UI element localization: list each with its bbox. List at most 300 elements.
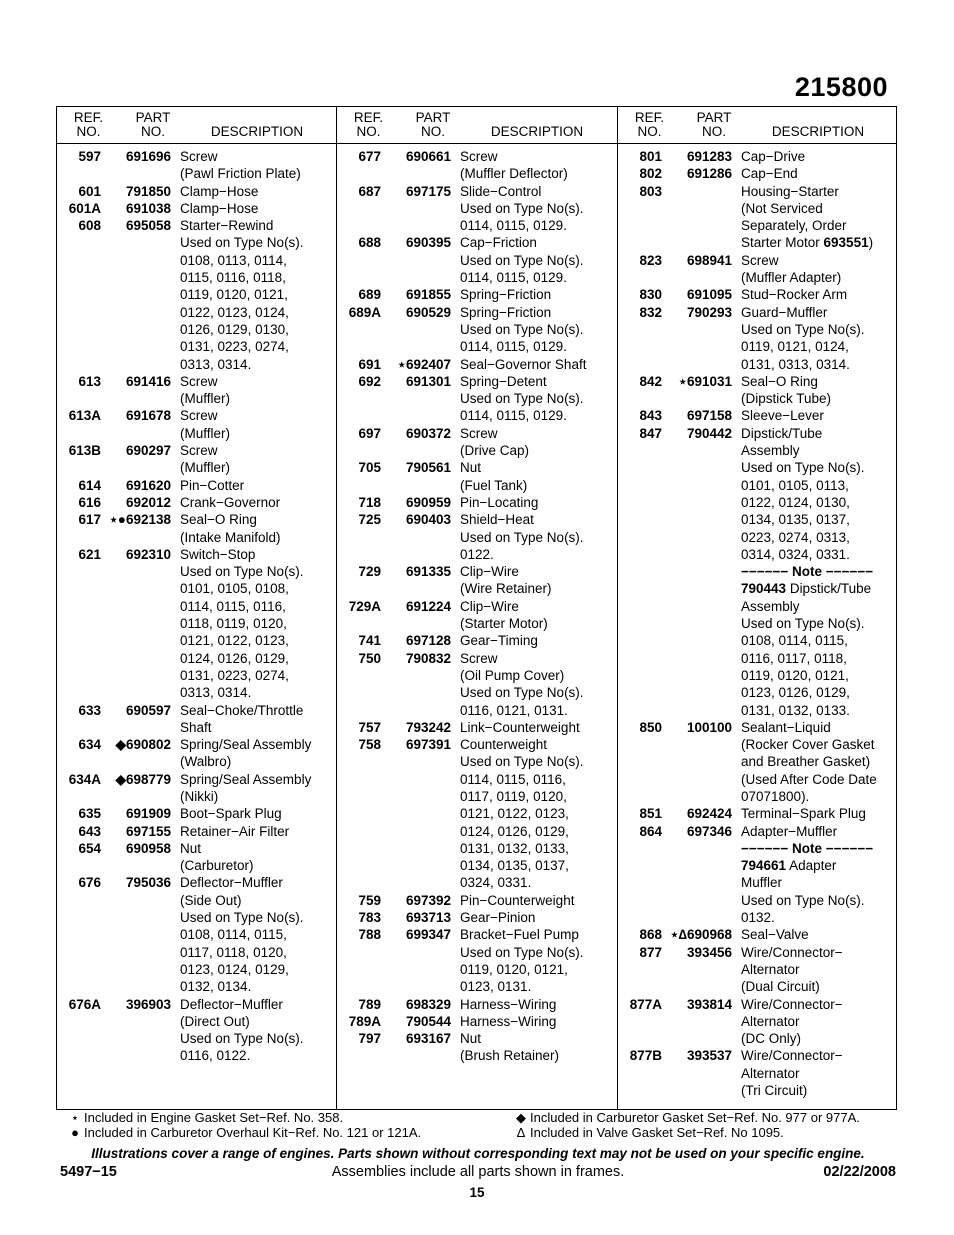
description-line: 0119, 0120, 0121, — [180, 287, 288, 303]
description-line: 0121, 0122, 0123, — [460, 806, 569, 822]
part-description — [180, 736, 336, 771]
description-line: 0123, 0126, 0129, — [741, 685, 850, 701]
ref-number: 725 — [358, 512, 381, 528]
model-number: 215800 — [794, 72, 888, 102]
ref-number: 783 — [358, 910, 381, 926]
part-number: 393537 — [686, 1048, 732, 1064]
part-number: 693713 — [405, 910, 451, 926]
part-entry — [57, 407, 336, 442]
part-entry — [618, 373, 897, 408]
part-description — [741, 304, 897, 373]
description-line: (Pawl Friction Plate) — [180, 166, 301, 182]
description-line: Crank−Governor — [180, 494, 281, 510]
ref-number: 847 — [639, 425, 662, 441]
description-line: Stud−Rocker Arm — [741, 287, 848, 303]
description-line: Used on Type No(s). — [460, 321, 584, 337]
part-number: 697391 — [405, 737, 451, 753]
part-number: 690395 — [405, 235, 451, 251]
legend-text: Included in Valve Gasket Set−Ref. No 1095. — [530, 1125, 784, 1140]
part-entry — [337, 926, 616, 995]
part-entry — [337, 736, 616, 892]
part-description — [460, 1030, 616, 1065]
description-line: (Tri Circuit) — [741, 1083, 808, 1099]
description-line: −−−−−− Note −−−−−− — [741, 840, 874, 856]
description-line: Used on Type No(s). — [180, 910, 304, 926]
part-description — [460, 234, 616, 286]
part-entry — [57, 823, 336, 840]
ref-number: 877A — [629, 996, 662, 1012]
description-line: (Wire Retainer) — [460, 581, 552, 597]
part-entry — [57, 148, 336, 183]
description-line: Alternator — [741, 1013, 800, 1029]
description-line: Switch−Stop — [180, 546, 256, 562]
part-number: 697392 — [405, 892, 451, 908]
part-entry — [337, 563, 616, 598]
description-line: Nut — [460, 1031, 482, 1047]
part-number: 698329 — [405, 996, 451, 1012]
ref-number: 788 — [358, 927, 381, 943]
part-number: 691283 — [686, 149, 732, 164]
description-line: Used on Type No(s). — [460, 754, 584, 770]
part-description — [180, 805, 336, 822]
description-line: Spring−Friction — [460, 304, 552, 320]
part-description — [741, 373, 897, 408]
part-description — [741, 944, 897, 996]
ref-number: 601 — [78, 183, 101, 199]
ref-number: 718 — [358, 494, 381, 510]
ref-number: 689 — [358, 287, 381, 303]
ref-number: 697 — [358, 425, 381, 441]
description-line: Nut — [180, 840, 202, 856]
part-number: 100100 — [686, 719, 732, 735]
part-description — [741, 926, 897, 943]
part-header: NO. — [420, 124, 445, 139]
description-line: (Muffler) — [180, 460, 231, 476]
part-number: ◆698779 — [115, 771, 171, 787]
part-number: 691095 — [686, 287, 732, 303]
part-entry — [57, 771, 336, 806]
description-line: (Muffler) — [180, 391, 231, 407]
part-number: 690959 — [405, 494, 451, 510]
ref-number: 758 — [358, 737, 381, 753]
description-line: (Starter Motor) — [460, 616, 548, 632]
ref-number: 676A — [68, 996, 101, 1012]
ref-number: 842 — [639, 373, 662, 389]
legend-item — [512, 1111, 860, 1126]
description-line: and Breather Gasket) — [741, 754, 871, 770]
description-line: 0122. — [460, 546, 494, 562]
description-line: Deflector−Muffler — [180, 875, 283, 891]
part-description — [741, 823, 897, 927]
ref-number: 634A — [68, 771, 101, 787]
description-line: 0132, 0134. — [180, 979, 252, 995]
description-line: Gear−Pinion — [460, 910, 536, 926]
description-line: Screw — [460, 425, 498, 441]
part-entry — [337, 892, 616, 909]
description-line: Spring/Seal Assembly — [180, 737, 312, 753]
part-description — [180, 200, 336, 217]
part-entry — [618, 996, 897, 1048]
part-entry — [57, 805, 336, 822]
description-line: 0131, 0313, 0314. — [741, 356, 850, 372]
description-line: 0116, 0122. — [180, 1048, 251, 1064]
description-header: DESCRIPTION — [210, 124, 304, 139]
description-line: 0122, 0124, 0130, — [741, 494, 850, 510]
legend-text: Included in Carburetor Overhaul Kit−Ref. No. 121 or 121A. — [84, 1125, 422, 1140]
part-description — [180, 477, 336, 494]
ref-number: 750 — [358, 650, 381, 666]
part-number: 697155 — [125, 823, 171, 839]
part-entry — [618, 719, 897, 805]
description-line: Used on Type No(s). — [741, 892, 865, 908]
ref-number: 789A — [348, 1013, 381, 1029]
description-line: 0114, 0115, 0129. — [460, 339, 567, 355]
description-line: (Intake Manifold) — [180, 529, 281, 545]
description-line: (Brush Retainer) — [460, 1048, 560, 1064]
description-line: Harness−Wiring — [460, 996, 557, 1012]
part-number: 793242 — [405, 719, 451, 735]
description-line: 0314, 0324, 0331. — [741, 546, 850, 562]
description-line: Nut — [460, 460, 482, 476]
ref-number: 850 — [639, 719, 662, 735]
part-entry — [57, 494, 336, 511]
description-line: Seal−O Ring — [180, 512, 257, 528]
part-number: 790293 — [686, 304, 732, 320]
ref-header: NO. — [356, 124, 381, 139]
description-line: 0101, 0105, 0108, — [180, 581, 289, 597]
description-line: (Used After Code Date — [741, 771, 877, 787]
description-header: DESCRIPTION — [490, 124, 584, 139]
description-line: 790443 Dipstick/Tube — [741, 581, 872, 597]
ref-number: 705 — [358, 460, 381, 476]
description-line: 0124, 0126, 0129, — [180, 650, 289, 666]
ref-number: 789 — [358, 996, 381, 1012]
part-number: 790544 — [405, 1013, 451, 1029]
ref-number: 832 — [639, 304, 662, 320]
ref-number: 759 — [358, 892, 381, 908]
part-description — [460, 1013, 616, 1030]
part-number: 396903 — [125, 996, 171, 1012]
description-line: Screw — [180, 408, 218, 424]
part-entry — [57, 546, 336, 702]
description-line: (Muffler Adapter) — [741, 270, 842, 286]
part-description — [180, 494, 336, 511]
part-entry — [57, 996, 336, 1065]
part-description — [460, 356, 616, 373]
part-description — [180, 148, 336, 183]
description-line: Seal−Governor Shaft — [460, 356, 587, 372]
part-number: ⋆●692138 — [109, 512, 171, 528]
part-entry — [57, 442, 336, 477]
part-description — [460, 598, 616, 633]
description-line: Muffler — [741, 875, 783, 891]
part-description — [180, 511, 336, 546]
part-description — [741, 1047, 897, 1099]
part-entry — [337, 719, 616, 736]
part-number: 690403 — [405, 512, 451, 528]
part-header: PART — [135, 110, 171, 125]
description-line: Shaft — [180, 719, 212, 735]
parts-column — [337, 148, 616, 1065]
part-entry — [337, 494, 616, 511]
description-line: Wire/Connector− — [741, 1048, 843, 1064]
description-line: 0313, 0314. — [180, 356, 252, 372]
part-entry — [337, 996, 616, 1013]
description-line: Housing−Starter — [741, 183, 839, 199]
description-line: 0114, 0115, 0129. — [460, 270, 567, 286]
description-line: Pin−Counterweight — [460, 892, 575, 908]
part-number: ◆690802 — [115, 737, 171, 753]
ref-number: 687 — [358, 183, 381, 199]
part-description — [180, 771, 336, 806]
part-number: 695058 — [125, 218, 171, 234]
part-entry — [337, 304, 616, 356]
part-description — [180, 996, 336, 1065]
ref-number: 613B — [68, 443, 101, 459]
description-line: 0119, 0120, 0121, — [741, 667, 849, 683]
ref-number: 654 — [78, 840, 101, 856]
legend-text: Included in Engine Gasket Set−Ref. No. 358. — [84, 1110, 344, 1125]
description-line: Gear−Timing — [460, 633, 538, 649]
description-line: Adapter−Muffler — [741, 823, 838, 839]
description-line: (Walbro) — [180, 754, 232, 770]
description-line: 0114, 0115, 0129. — [460, 218, 567, 234]
part-header: NO. — [701, 124, 726, 139]
part-description — [741, 183, 897, 252]
part-entry — [337, 425, 616, 460]
description-line: Bracket−Fuel Pump — [460, 927, 579, 943]
description-line: Clip−Wire — [460, 598, 519, 614]
parts-table — [56, 106, 897, 1110]
part-entry — [337, 183, 616, 235]
ref-number: 692 — [358, 373, 381, 389]
description-line: 794661 Adapter — [741, 858, 837, 874]
ref-number: 635 — [78, 806, 101, 822]
ref-number: 613A — [68, 408, 101, 424]
part-number: 691678 — [125, 408, 171, 424]
part-entry — [337, 373, 616, 425]
description-line: Link−Counterweight — [460, 719, 580, 735]
part-description — [741, 719, 897, 805]
part-number: 692310 — [125, 546, 171, 562]
legend-symbol-icon: ⋆ — [70, 1110, 80, 1125]
ref-number: 634 — [78, 737, 101, 753]
description-line: 0132. — [741, 910, 775, 926]
description-line: 0223, 0274, 0313, — [741, 529, 850, 545]
part-entry — [57, 200, 336, 217]
part-description — [460, 909, 616, 926]
part-description — [180, 874, 336, 995]
description-line: 07071800). — [741, 788, 810, 804]
part-number: 691416 — [125, 373, 171, 389]
description-line: Wire/Connector− — [741, 944, 843, 960]
ref-number: 616 — [78, 494, 101, 510]
description-line: 0324, 0331. — [460, 875, 532, 891]
description-line: Clamp−Hose — [180, 183, 259, 199]
description-line: Terminal−Spark Plug — [741, 806, 866, 822]
part-entry — [57, 702, 336, 737]
part-number: 690372 — [405, 425, 451, 441]
part-number: 691909 — [125, 806, 171, 822]
description-line: Used on Type No(s). — [180, 564, 304, 580]
header-divider — [57, 143, 896, 144]
part-entry — [618, 165, 897, 182]
description-line: Used on Type No(s). — [741, 616, 865, 632]
part-description — [460, 304, 616, 356]
ref-number: 741 — [358, 633, 381, 649]
legend-item — [66, 1111, 343, 1126]
disclaimer: Illustrations cover a range of engines. Parts shown without corresponding text may not be used on your specific engine. — [91, 1146, 865, 1161]
part-description — [460, 719, 616, 736]
legend-symbol-icon: ◆ — [516, 1110, 526, 1125]
description-line: (Side Out) — [180, 892, 242, 908]
part-number: 692424 — [686, 806, 732, 822]
part-description — [741, 805, 897, 822]
ref-number: 676 — [78, 875, 101, 891]
part-description — [460, 148, 616, 183]
part-description — [741, 286, 897, 303]
footer-note: Assemblies include all parts shown in frames. — [331, 1164, 625, 1180]
part-entry — [57, 840, 336, 875]
part-description — [460, 425, 616, 460]
part-entry — [337, 234, 616, 286]
ref-number: 830 — [639, 287, 662, 303]
description-line: Alternator — [741, 961, 800, 977]
description-line: Used on Type No(s). — [460, 529, 584, 545]
part-entry — [337, 632, 616, 649]
part-entry — [618, 148, 897, 165]
description-line: (Fuel Tank) — [460, 477, 528, 493]
part-entry — [618, 425, 897, 719]
part-entry — [337, 459, 616, 494]
description-line: 0119, 0121, 0124, — [741, 339, 849, 355]
description-line: Screw — [460, 149, 498, 164]
description-line: Seal−Choke/Throttle — [180, 702, 304, 718]
description-line: 0108, 0114, 0115, — [180, 927, 287, 943]
description-line: 0124, 0126, 0129, — [460, 823, 569, 839]
description-line: Counterweight — [460, 737, 548, 753]
description-line: Used on Type No(s). — [460, 685, 584, 701]
description-line: 0123, 0124, 0129, — [180, 961, 289, 977]
part-number: 697346 — [686, 823, 732, 839]
description-line: 0116, 0117, 0118, — [741, 650, 847, 666]
description-line: Slide−Control — [460, 183, 542, 199]
ref-header: REF. — [73, 110, 104, 125]
description-line: Used on Type No(s). — [180, 235, 304, 251]
part-description — [741, 996, 897, 1048]
description-line: Screw — [180, 443, 218, 459]
description-line: 0114, 0115, 0129. — [460, 408, 567, 424]
part-description — [741, 252, 897, 287]
part-entry — [57, 217, 336, 373]
ref-number: 729 — [358, 564, 381, 580]
description-line: 0131, 0132, 0133. — [741, 702, 850, 718]
part-description — [741, 148, 897, 165]
description-line: 0117, 0118, 0120, — [180, 944, 287, 960]
description-line: Clamp−Hose — [180, 200, 259, 216]
part-description — [741, 407, 897, 424]
part-description — [460, 286, 616, 303]
description-line: Spring−Detent — [460, 373, 547, 389]
part-entry — [618, 183, 897, 252]
description-line: (Not Serviced — [741, 200, 823, 216]
description-line: 0313, 0314. — [180, 685, 252, 701]
description-line: Harness−Wiring — [460, 1013, 557, 1029]
part-entry — [337, 1030, 616, 1065]
document-date: 02/22/2008 — [823, 1164, 896, 1180]
part-number: 790442 — [686, 425, 732, 441]
legend-item — [66, 1126, 421, 1141]
part-entry — [618, 1047, 897, 1099]
part-entry — [57, 477, 336, 494]
description-line: Pin−Cotter — [180, 477, 245, 493]
part-number: 693167 — [405, 1031, 451, 1047]
legend-symbol-icon: ∆ — [517, 1125, 525, 1140]
description-line: Used on Type No(s). — [180, 1031, 304, 1047]
ref-number: 614 — [78, 477, 101, 493]
description-line: (Nikki) — [180, 788, 219, 804]
part-entry — [337, 148, 616, 183]
part-description — [460, 563, 616, 598]
description-line: (Drive Cap) — [460, 443, 530, 459]
description-line: 0122, 0123, 0124, — [180, 304, 289, 320]
part-description — [180, 823, 336, 840]
part-description — [180, 407, 336, 442]
legend-item — [512, 1126, 784, 1141]
ref-number: 729A — [348, 598, 381, 614]
ref-number: 621 — [78, 546, 101, 562]
part-entry — [618, 252, 897, 287]
page-number: 15 — [469, 1185, 485, 1200]
ref-header: REF. — [353, 110, 384, 125]
part-entry — [337, 1013, 616, 1030]
ref-number: 757 — [358, 719, 381, 735]
ref-header: NO. — [637, 124, 662, 139]
part-number: 692012 — [125, 494, 171, 510]
part-number: 790561 — [405, 460, 451, 476]
ref-number: 689A — [348, 304, 381, 320]
part-number: 690661 — [405, 149, 451, 164]
description-line: Seal−Valve — [741, 927, 809, 943]
description-line: 0134, 0135, 0137, — [460, 858, 569, 874]
part-entry — [618, 286, 897, 303]
ref-number: 633 — [78, 702, 101, 718]
part-description — [460, 632, 616, 649]
description-line: Sealant−Liquid — [741, 719, 831, 735]
part-number: 393814 — [686, 996, 732, 1012]
ref-number: 688 — [358, 235, 381, 251]
part-entry — [618, 304, 897, 373]
description-line: Cap−Friction — [460, 235, 537, 251]
ref-number: 843 — [639, 408, 662, 424]
part-description — [180, 442, 336, 477]
ref-number: 851 — [639, 806, 662, 822]
description-line: 0119, 0120, 0121, — [460, 961, 568, 977]
description-line: Screw — [180, 373, 218, 389]
description-line: (Oil Pump Cover) — [460, 667, 565, 683]
description-line: Starter−Rewind — [180, 218, 274, 234]
part-description — [460, 183, 616, 235]
part-description — [741, 425, 897, 719]
part-entry — [618, 823, 897, 927]
description-line: Used on Type No(s). — [460, 944, 584, 960]
part-description — [460, 494, 616, 511]
description-line: 0116, 0121, 0131. — [460, 702, 568, 718]
part-entry — [337, 650, 616, 719]
description-line: 0123, 0131. — [460, 979, 532, 995]
part-description — [180, 546, 336, 702]
part-number: 691620 — [125, 477, 171, 493]
